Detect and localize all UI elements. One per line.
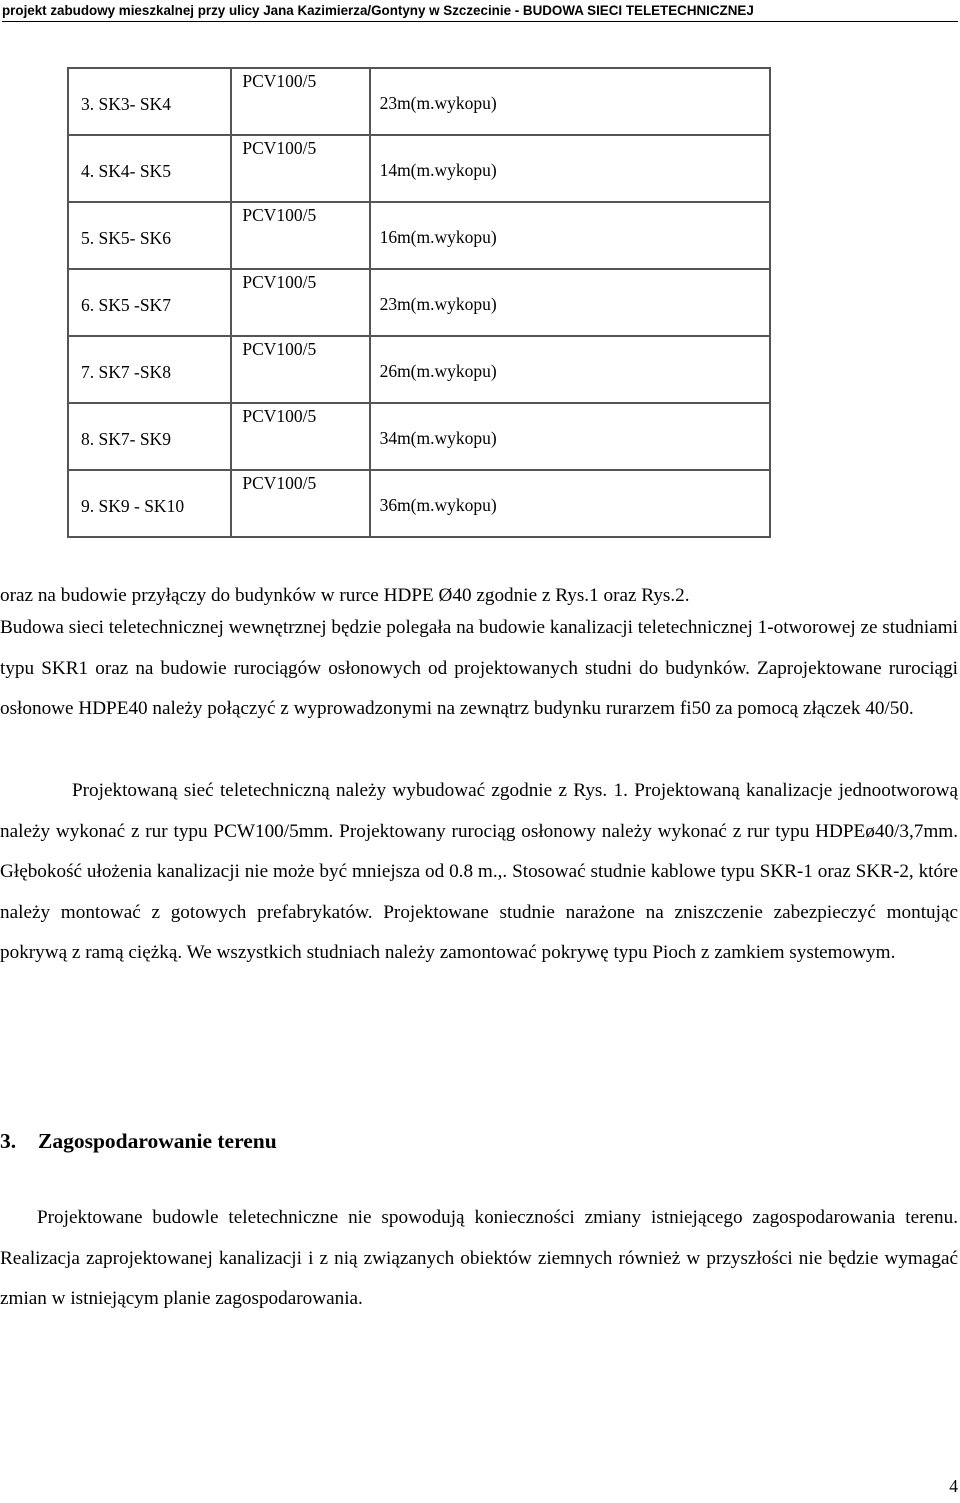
pipe-type-cell <box>231 269 369 336</box>
length-cell <box>370 68 770 135</box>
section-cell-text: 4. SK4- SK5 <box>81 161 171 181</box>
paragraph-text: Projektowane budowle teletechniczne nie spowodują konieczności zmiany istniejącego zagospodarowania terenu. Realizacja zaprojektowanej kanalizacji i z nią związanych obiektów ziemnych również w przyszłości nie będzie wymagać zmian w istniejącym planie zagospodarowania. <box>0 1207 958 1309</box>
length-cell <box>370 470 770 537</box>
table-row <box>68 403 770 470</box>
pipe-type-cell-text: PCV100/5 <box>242 339 317 359</box>
section-cell <box>68 470 231 537</box>
document-header: projekt zabudowy mieszkalnej przy ulicy Jana Kazimierza/Gontyny w Szczecinie - BUDOWA SIECI TELETECHNICZNEJ <box>2 0 958 22</box>
pipe-type-cell-text: PCV100/5 <box>242 272 317 292</box>
pipe-type-cell <box>231 135 369 202</box>
length-cell <box>370 269 770 336</box>
table-row <box>68 470 770 537</box>
section-cell <box>68 403 231 470</box>
section-heading <box>0 1125 277 1157</box>
section-title: Zagospodarowanie terenu <box>38 1129 277 1153</box>
section-cell-text: 9. SK9 - SK10 <box>81 496 185 516</box>
section-cell-text: 6. SK5 -SK7 <box>81 295 171 315</box>
pipe-type-cell <box>231 403 369 470</box>
pipe-type-cell-text: PCV100/5 <box>242 71 317 91</box>
paragraph-internal-network <box>0 608 958 730</box>
intro-line: oraz na budowie przyłączy do budynków w rurce HDPE Ø40 zgodnie z Rys.1 oraz Rys.2. <box>0 585 690 606</box>
length-cell-text: 34m(m.wykopu) <box>379 428 497 448</box>
pipe-type-cell-text: PCV100/5 <box>242 205 317 225</box>
table-row <box>68 135 770 202</box>
paragraph-text: Budowa sieci teletechnicznej wewnętrznej będzie polegała na budowie kanalizacji teletechnicznej 1-otworowej ze studniami typu SKR1 oraz na budowie rurociągów osłonowych od projektowanych studni do budynków. Zaprojektowane rurociągi osłonowe HDPE40 należy połączyć z wyprowadzonymi na zewnątrz budynku rurarzem fi50 za pomocą złączek 40/50. <box>0 617 958 719</box>
paragraph-text: Projektowaną sieć teletechniczną należy wybudować zgodnie z Rys. 1. Projektowaną kanalizacje jednootworową należy wykonać z rur typu PCW100/5mm. Projektowany rurociąg osłonowy należy wykonać z rur typu HDPEø40/3,7mm. Głębokość ułożenia kanalizacji nie może być mniejsza od 0.8 m.,. Stosować studnie kablowe typu SKR-1 oraz SKR-2, które należy montować z gotowych prefabrykatów. Projektowane studnie narażone na zniszczenie zabezpieczyć montując pokrywą z ramą ciężką. We wszystkich studniach należy zamontować pokrywę typu Pioch z zamkiem systemowym. <box>0 780 958 963</box>
pipe-type-cell <box>231 470 369 537</box>
section-cell <box>68 202 231 269</box>
section-cell <box>68 269 231 336</box>
length-cell-text: 26m(m.wykopu) <box>379 361 497 381</box>
table-row <box>68 202 770 269</box>
table-row <box>68 68 770 135</box>
length-cell-text: 23m(m.wykopu) <box>379 93 497 113</box>
section-cell-text: 3. SK3- SK4 <box>81 94 171 114</box>
section-cell-text: 7. SK7 -SK8 <box>81 362 171 382</box>
length-cell-text: 14m(m.wykopu) <box>379 160 497 180</box>
section-number: 3. <box>0 1129 17 1153</box>
pipe-type-cell-text: PCV100/5 <box>242 138 317 158</box>
section-cell-text: 5. SK5- SK6 <box>81 228 171 248</box>
length-cell-text: 16m(m.wykopu) <box>379 227 497 247</box>
section-cell <box>68 68 231 135</box>
table-row <box>68 336 770 403</box>
table-row <box>68 269 770 336</box>
pipe-type-cell <box>231 202 369 269</box>
length-cell-text: 23m(m.wykopu) <box>379 294 497 314</box>
pipe-type-cell <box>231 68 369 135</box>
section-cell <box>68 135 231 202</box>
pipe-type-cell-text: PCV100/5 <box>242 473 317 493</box>
paragraph-land-development <box>0 1198 958 1320</box>
page-number: 4 <box>949 1476 958 1496</box>
length-cell <box>370 336 770 403</box>
section-cell-text: 8. SK7- SK9 <box>81 429 171 449</box>
paragraph-construction-guidelines <box>0 771 958 974</box>
pipe-sections-table <box>67 67 771 538</box>
section-cell <box>68 336 231 403</box>
length-cell <box>370 403 770 470</box>
table-body <box>68 68 770 537</box>
length-cell <box>370 202 770 269</box>
pipe-type-cell-text: PCV100/5 <box>242 406 317 426</box>
pipe-type-cell <box>231 336 369 403</box>
length-cell <box>370 135 770 202</box>
length-cell-text: 36m(m.wykopu) <box>379 495 497 515</box>
